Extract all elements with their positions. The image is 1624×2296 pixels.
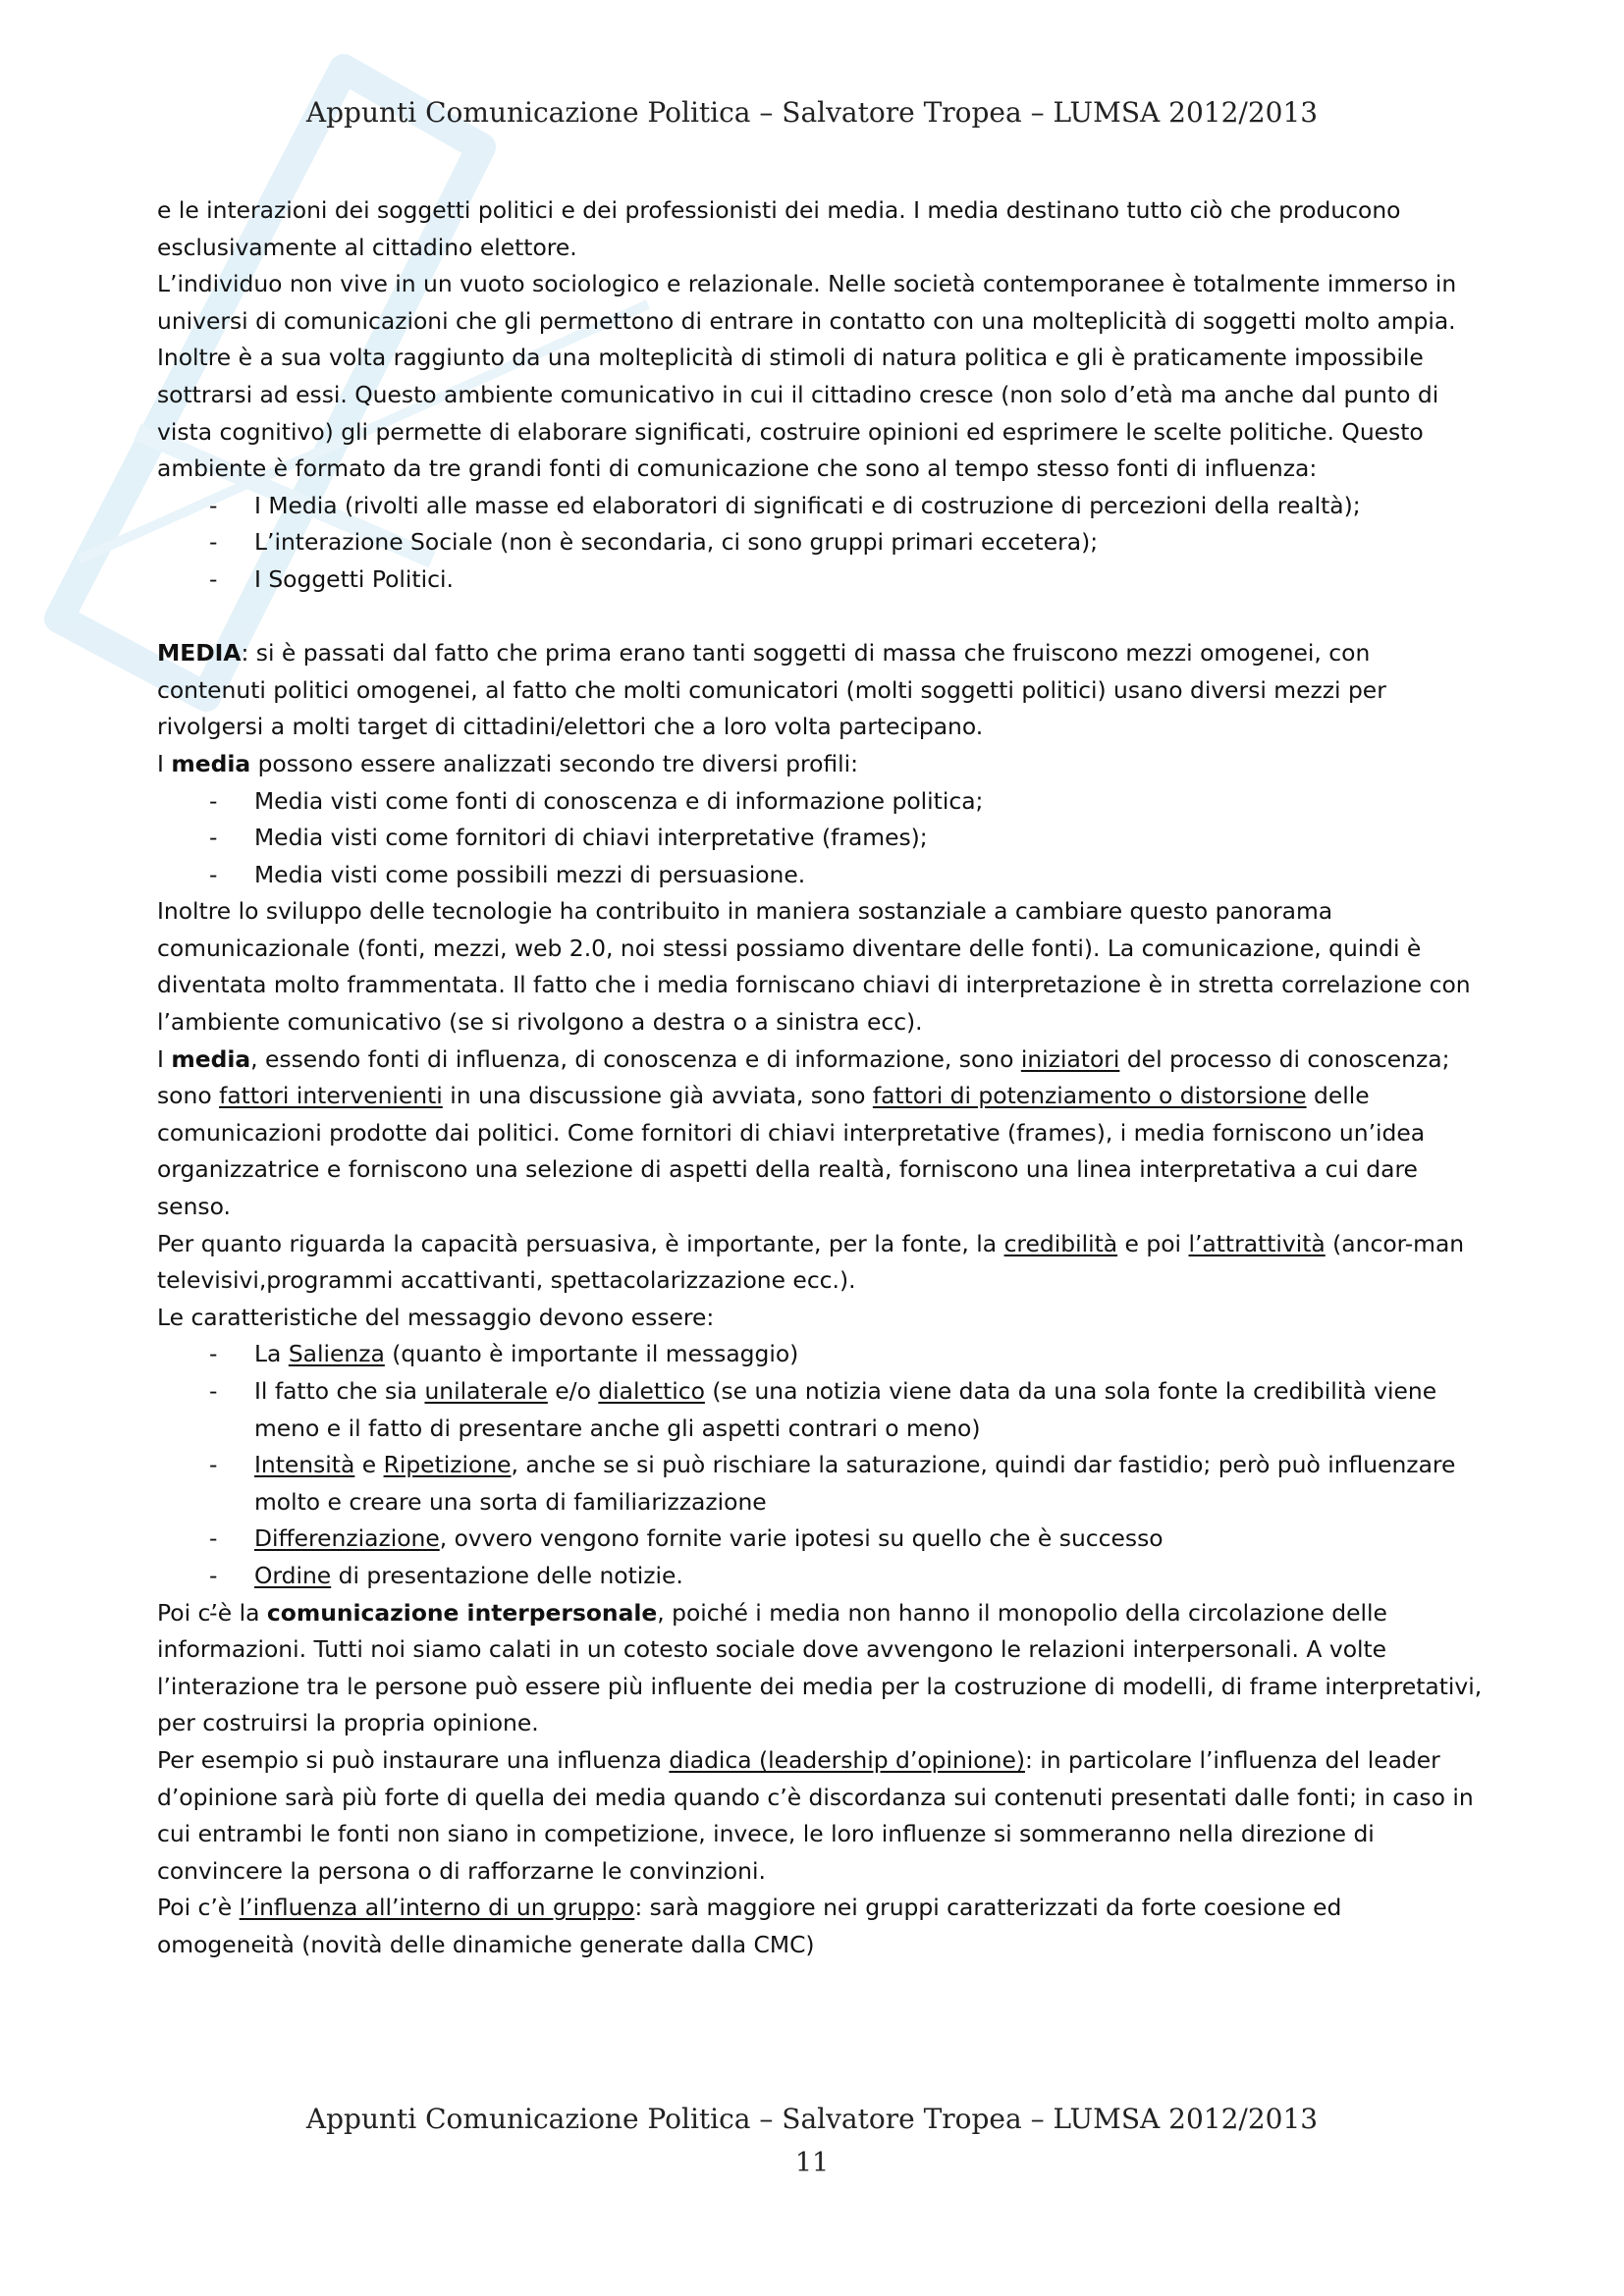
media-heading: MEDIA bbox=[157, 639, 242, 667]
list-item: - Intensità e Ripetizione, anche se si può rischiare la saturazione, quindi dar fastidio; però può influenzare molto e creare una sorta di familiarizzazione bbox=[157, 1447, 1483, 1521]
page-footer: Appunti Comunicazione Politica – Salvatore Tropea – LUMSA 2012/2013 bbox=[305, 2103, 1319, 2135]
page-header: Appunti Comunicazione Politica – Salvatore Tropea – LUMSA 2012/2013 bbox=[305, 96, 1319, 129]
list-item: - I Media (rivolti alle masse ed elaboratori di significati e di costruzione di percezioni della realtà); bbox=[157, 488, 1483, 525]
bullet-list bbox=[157, 783, 1483, 894]
list-item: - I Soggetti Politici. bbox=[157, 561, 1483, 599]
list-item: - La Salienza (quanto è importante il messaggio) bbox=[157, 1336, 1483, 1373]
paragraph: Inoltre lo sviluppo delle tecnologie ha contribuito in maniera sostanziale a cambiare questo panorama comunicazionale (fonti, mezzi, web 2.0, noi stessi possiamo diventare delle fonti). La comunicazione, quindi è diventata molto frammentata. Il fatto che i media forniscano chiavi di interpretazione è in stretta correlazione con l’ambiente comunicativo (se si rivolgono a destra o a sinistra ecc). bbox=[157, 897, 1471, 1037]
paragraph: Poi c’è l’influenza all’interno di un gruppo: sarà maggiore nei gruppi caratterizzati da forte coesione ed omogeneità (novità delle dinamiche generate dalla CMC) bbox=[157, 1894, 1342, 1958]
list-item: - Differenziazione, ovvero vengono fornite varie ipotesi su quello che è successo bbox=[157, 1521, 1483, 1558]
paragraph: Poi c’è la comunicazione interpersonale, poiché i media non hanno il monopolio della circolazione delle informazioni. Tutti noi siamo calati in un cotesto sociale dove avvengono le relazioni interpersonali. A volte l’interazione tra le persone può essere più influente dei media per la costruzione di modelli, di frame interpretativi, per costruirsi la propria opinione. bbox=[157, 1598, 1483, 1737]
paragraph: MEDIA: si è passati dal fatto che prima erano tanti soggetti di massa che fruiscono mezzi omogenei, con contenuti politici omogenei, al fatto che molti comunicatori (molti soggetti politici) usano diversi mezzi per rivolgersi a molti target di cittadini/elettori che a loro volta partecipano. bbox=[157, 639, 1386, 741]
bullet-list bbox=[157, 1336, 1483, 1594]
list-item: - Media visti come fornitori di chiavi interpretative (frames); bbox=[157, 820, 1483, 857]
list-item: - Media visti come fonti di conoscenza e di informazione politica; bbox=[157, 783, 1483, 821]
paragraph: Per esempio si può instaurare una influenza diadica (leadership d’opinione): in particolare l’influenza del leader d’opinione sarà più forte di quella dei media quando c’è discordanza sui contenuti presentati dalle fonti; in caso in cui entrambi le fonti non siano in competizione, invece, le loro influenze si sommeranno nella direzione di convincere la persona o di rafforzarne le convinzioni. bbox=[157, 1745, 1474, 1885]
list-item: - Media visti come possibili mezzi di persuasione. bbox=[157, 857, 1483, 894]
list-item: - Il fatto che sia unilaterale e/o dialettico (se una notizia viene data da una sola fonte la credibilità viene meno e il fatto di presentare anche gli aspetti contrari o meno) bbox=[157, 1373, 1483, 1447]
paragraph: I media, essendo fonti di influenza, di conoscenza e di informazione, sono iniziatori del processo di conoscenza; sono fattori intervenienti in una discussione già avviata, sono fattori di potenziamento o distorsione delle comunicazioni prodotte dai politici. Come fornitori di chiavi interpretative (frames), i media forniscono un’idea organizzatrice e forniscono una selezione di aspetti della realtà, forniscono una linea interpretativa a cui dare senso. bbox=[157, 1044, 1450, 1221]
paragraph: e le interazioni dei soggetti politici e dei professionisti dei media. I media destinano tutto ciò che producono esclusivamente al cittadino elettore. bbox=[157, 196, 1401, 261]
bullet-list bbox=[157, 488, 1483, 599]
list-item: - Ordine di presentazione delle notizie. bbox=[157, 1558, 1483, 1595]
page-number: 11 bbox=[794, 2148, 830, 2178]
list-item: - L’interazione Sociale (non è secondaria, ci sono gruppi primari eccetera); bbox=[157, 524, 1483, 561]
paragraph: Per quanto riguarda la capacità persuasiva, è importante, per la fonte, la credibilità e poi l’attrattività (ancor-man televisivi,programmi accattivanti, spettacolarizzazione ecc.). bbox=[157, 1229, 1465, 1295]
page-body bbox=[157, 192, 1483, 1964]
paragraph: L’individuo non vive in un vuoto sociologico e relazionale. Nelle società contemporanee è totalmente immerso in universi di comunicazioni che gli permettono di entrare in contatto con una molteplicità di soggetti molto ampia. Inoltre è a sua volta raggiunto da una molteplicità di stimoli di natura politica e gli è praticamente impossibile sottrarsi ad essi. Questo ambiente comunicativo in cui il cittadino cresce (non solo d’età ma anche dal punto di vista cognitivo) gli permette di elaborare significati, costruire opinioni ed esprimere le scelte politiche. Questo ambiente è formato da tre grandi fonti di comunicazione che sono al tempo stesso fonti di influenza: bbox=[157, 270, 1457, 483]
paragraph: I media possono essere analizzati secondo tre diversi profili: bbox=[157, 749, 859, 777]
paragraph: Le caratteristiche del messaggio devono essere: bbox=[157, 1303, 715, 1331]
